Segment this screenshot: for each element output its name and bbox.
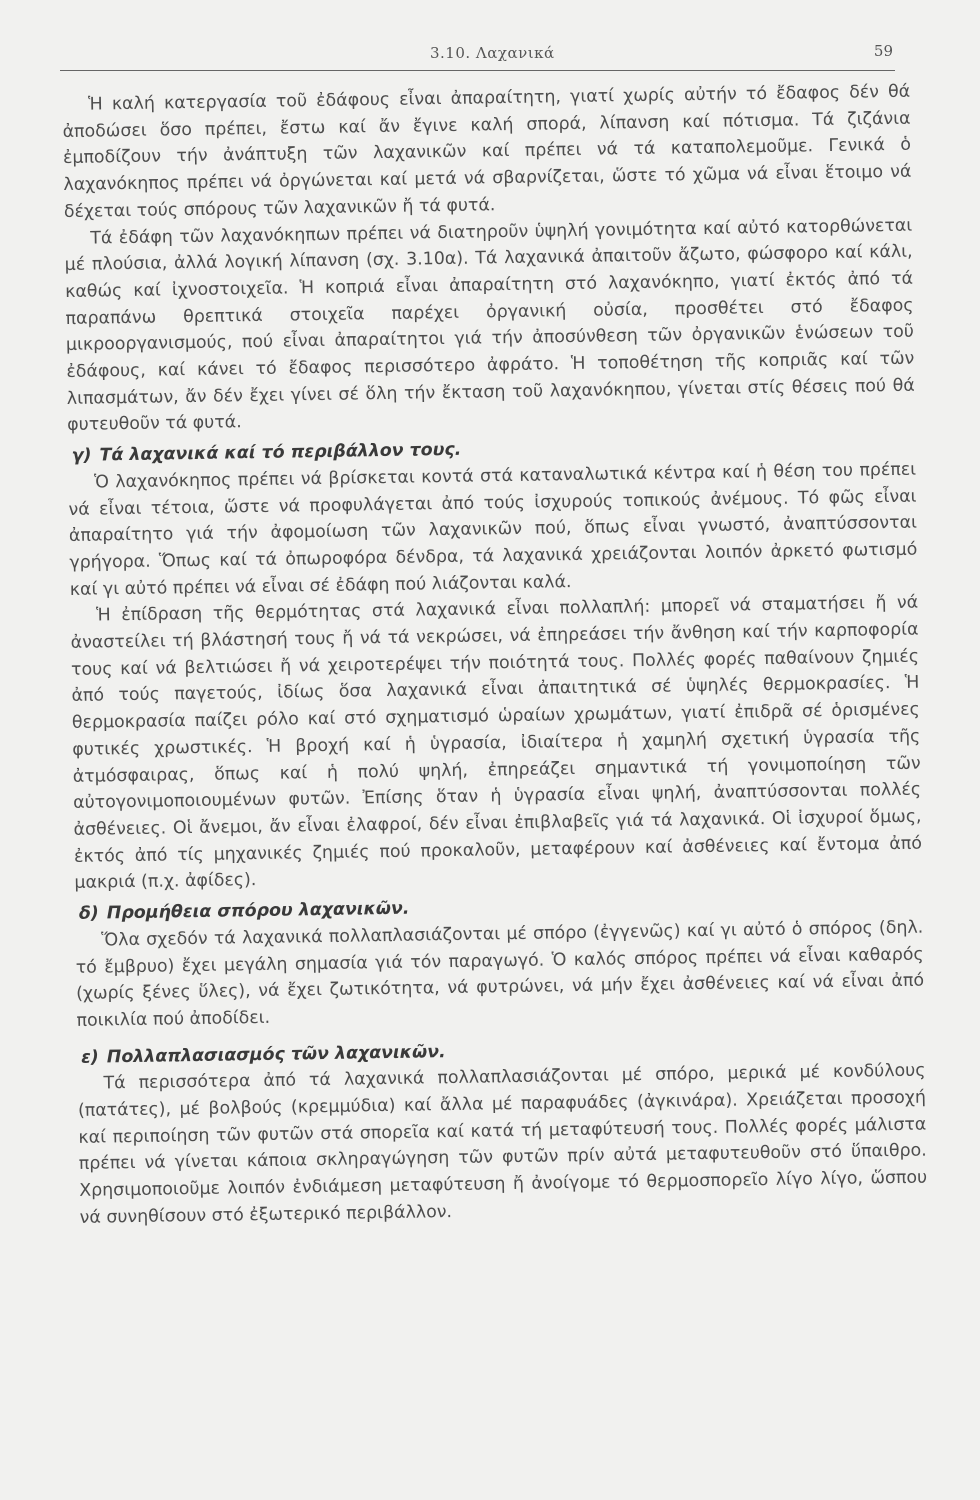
body-text — [62, 79, 928, 1232]
paragraph-propagation: Τά περισσότερα ἀπό τά λαχανικά πολλαπλασιάζονται μέ σπόρο, μερικά μέ κονδύλους (πατάτες), μέ βολβούς (κρεμμύδια) καί ἄλλα μέ παραφυάδες (ἀγκινάρα). Χρειάζεται προσοχή καί περιποίηση τῶν φυτῶν στά σπορεῖα καί κατά τή μεταφύτευσή τους. Πολλές φορές μάλιστα πρέπει νά γίνεται κάποια σκληραγώγηση τῶν φυτῶν πρίν αὐτά μεταφυτευθοῦν στό ὕπαιθρο. Χρησιμοποιοῦμε λοιπόν ἐνδιάμεση μεταφύτευση ἤ ἀνοίγομε τό θερμοσπορεῖο λίγο λίγο, ὥσπου νά συνηθίσουν στό ἐξωτερικό περιβάλλον. — [77, 1060, 928, 1228]
heading-text: Τά λαχανικά καί τό περιβάλλον τους. — [99, 439, 462, 466]
header-rule — [60, 70, 895, 71]
heading-text: Πολλαπλασιασμός τῶν λαχανικῶν. — [106, 1041, 446, 1068]
paragraph-soil-fertility: Τά ἐδάφη τῶν λαχανόκηπων πρέπει νά διατηροῦν ὑψηλή γονιμότητα καί αὐτό κατορθώνεται μέ πλούσια, ἀλλά λογική λίπανση (σχ. 3.10α). Τά λαχανικά ἀπαιτοῦν ἄζωτο, φώσφορο καί κάλι, καθώς καί ἰχνοστοιχεῖα. Ἡ κοπριά εἶναι ἀπαραίτητη στό λαχανόκηπο, γιατί ἐκτός ἀπό τά παραπάνω θρεπτικά στοιχεῖα παρέχει ὀργανική οὐσία, προσθέτει στό ἔδαφος μικροοργανισμούς, πού εἶναι ἀπαραίτητοι γιά τήν ἀποσύνθεση τῶν ὀργανικῶν ἑνώσεων τοῦ ἐδάφους, καί κάνει τό ἔδαφος περισσότερο ἀφράτο. Ἡ τοποθέτηση τῆς κοπριᾶς καί τῶν λιπασμάτων, ἄν δέν ἔχει γίνει σέ ὅλη τήν ἔκταση τοῦ λαχανόκηπου, γίνεται στίς θέσεις πού θά φυτευθοῦν τά φυτά. — [64, 215, 915, 436]
section-title: 3.10. Λαχανικά — [430, 44, 555, 62]
heading-text: Προμήθεια σπόρου λαχανικῶν. — [106, 898, 410, 924]
heading-letter: δ) — [78, 903, 99, 924]
heading-letter: γ) — [71, 445, 92, 467]
paragraph-seed: Ὅλα σχεδόν τά λαχανικά πολλαπλασιάζονται μέ σπόρο (ἐγγενῶς) καί γι αὐτό ὁ σπόρος (δηλ. τό ἔμβρυο) ἔχει μεγάλη σημασία γιά τόν παραγωγό. Ὁ καλός σπόρος πρέπει νά εἶναι καθαρός (χωρίς ξένες ὕλες), νά ἔχει ζωτικότητα, νά φυτρώνει, νά μήν ἔχει ἀσθένειες καί νά εἶναι ἀπό ποικιλία πού ἀποδίδει. — [75, 917, 925, 1031]
running-header — [60, 40, 895, 76]
page-number: 59 — [873, 42, 893, 60]
paragraph-soil-cultivation: Ἡ καλή κατεργασία τοῦ ἐδάφους εἶναι ἀπαραίτητη, γιατί χωρίς αὐτήν τό ἔδαφος δέν θά ἀποδώσει ὅσο πρέπει, ἔστω καί ἄν ἔγινε καλή σπορά, λίπανση καί πότισμα. Τά ζιζάνια ἐμποδίζουν τήν ἀνάπτυξη τῶν λαχανικῶν καί πρέπει νά τά καταπολεμοῦμε. Γενικά ὁ λαχανόκηπος πρέπει νά ὀργώνεται καί μετά νά σβαρνίζεται, ὥστε τό χῶμα νά εἶναι ἕτοιμο νά δέχεται τούς σπόρους τῶν λαχανικῶν ἤ τά φυτά. — [62, 81, 912, 222]
paragraph-location-light: Ὁ λαχανόκηπος πρέπει νά βρίσκεται κοντά στά καταναλωτικά κέντρα καί ἡ θέση του πρέπει νά εἶναι τέτοια, ὥστε νά προφυλάγεται ἀπό τούς ἰσχυρούς τοπικούς ἀνέμους. Τό φῶς εἶναι ἀπαραίτητο γιά τήν ἀφομοίωση τῶν λαχανικῶν πού, ὅπως εἶναι γνωστό, ἀναπτύσσονται γρήγορα. Ὅπως καί τά ὀπωροφόρα δένδρα, τά λαχανικά χρειάζονται λοιπόν ἀρκετό φωτισμό καί γι αὐτό πρέπει νά εἶναι σέ ἐδάφη πού λιάζονται καλά. — [68, 459, 918, 600]
paragraph-temperature-humidity: Ἡ ἐπίδραση τῆς θερμότητας στά λαχανικά εἶναι πολλαπλή: μπορεῖ νά σταματήσει ἤ νά ἀναστείλει τή βλάστησή τους ἤ νά τά νεκρώσει, νά ἐπηρεάσει τήν ἄνθηση καί τήν καρποφορία τους καί νά βελτιώσει ἤ νά χειροτερέψει τήν ποιότητά τους. Πολλές φορές παθαίνουν ζημιές ἀπό τούς παγετούς, ἰδίως ὅσα λαχανικά εἶναι ἀπαιτητικά σέ ὑψηλές θερμοκρασίες. Ἡ θερμοκρασία παίζει ρόλο καί στό σχηματισμό ὡραίων χρωμάτων, γιατί ἐπιδρᾶ σέ ὁρισμένες φυτικές χρωστικές. Ἡ βροχή καί ἡ ὑγρασία, ἰδιαίτερα ἡ χαμηλή σχετική ὑγρασία τῆς ἀτμόσφαιρας, ὅπως καί ἡ πολύ ψηλή, ἐπηρεάζει σημαντικά τή γονιμοποίηση τῶν αὐτογονιμοποιουμένων φυτῶν. Ἐπίσης ὅταν ἡ ὑγρασία εἶναι ψηλή, ἀναπτύσσονται πολλές ἀσθένειες. Οἱ ἄνεμοι, ἄν εἶναι ἐλαφροί, δέν εἶναι ἐπιβλαβεῖς γιά τά λαχανικά. Οἱ ἰσχυροί ὅμως, ἐκτός ἀπό τίς μηχανικές ζημιές πού προκαλοῦν, μεταφέρουν καί ἀσθένειες καί ἔντομα ἀπό μακριά (π.χ. ἀφίδες). — [70, 592, 923, 894]
heading-letter: ε) — [81, 1047, 99, 1068]
